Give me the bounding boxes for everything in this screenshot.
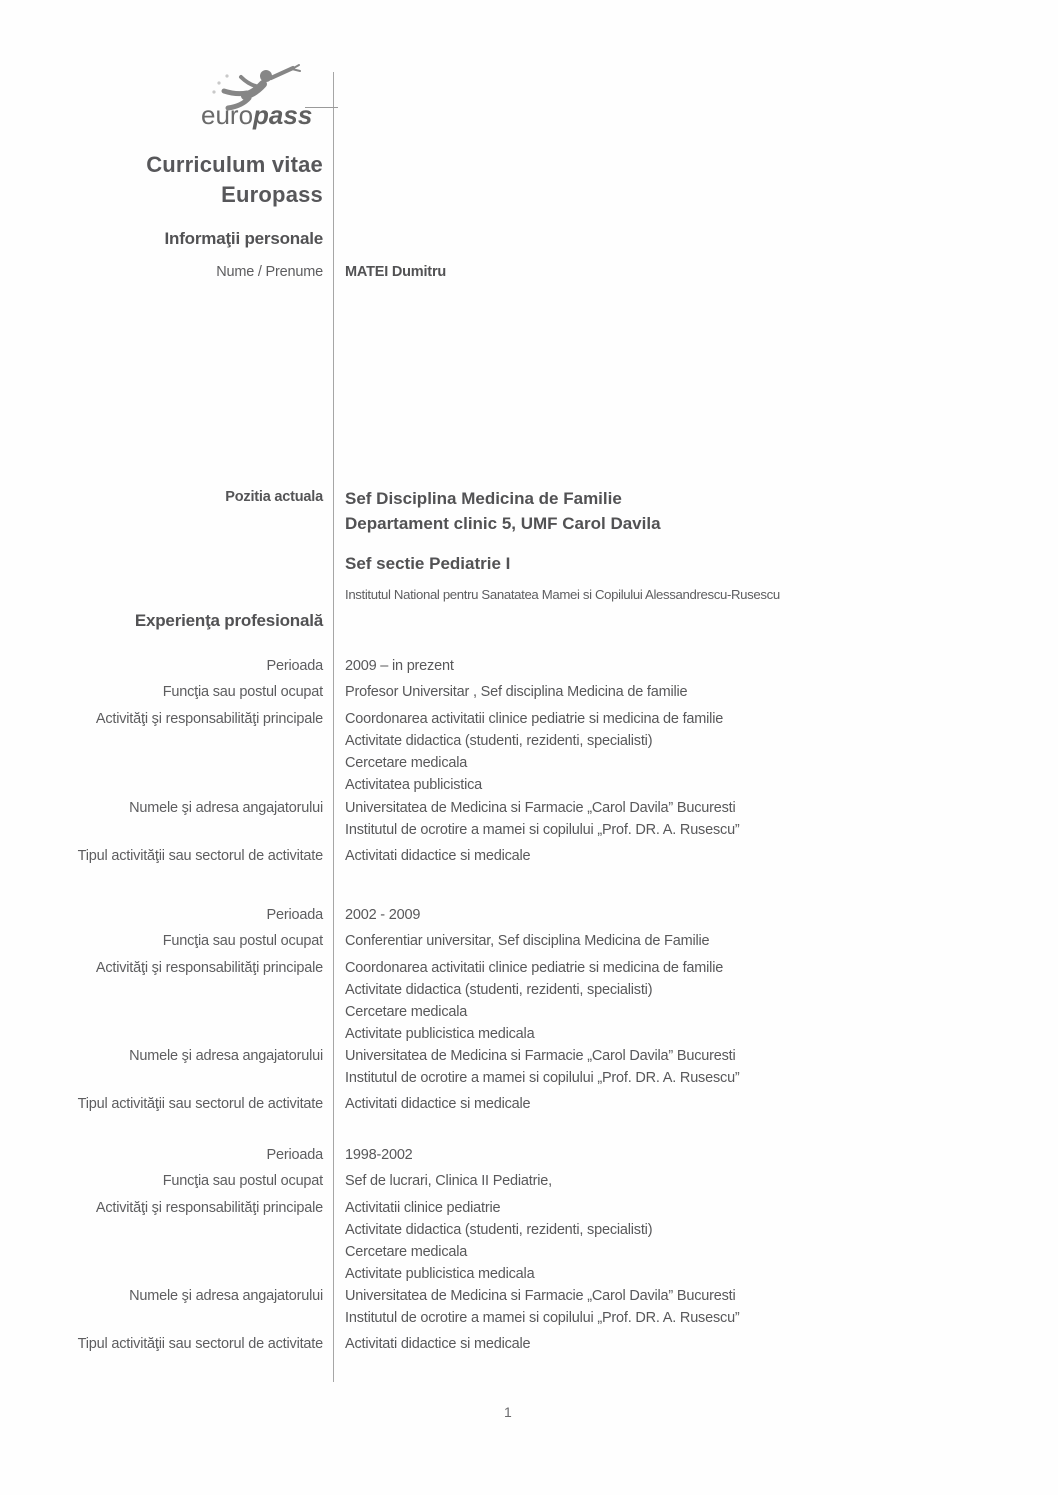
activity-line: Coordonarea activitatii clinice pediatrie si medicina de familie <box>345 711 724 727</box>
employer-value <box>323 797 1058 841</box>
entry1-position-row <box>0 681 1058 703</box>
entry3-activities-row <box>0 1197 1058 1285</box>
entry2-activities-row <box>0 957 1058 1045</box>
employer-line: Universitatea de Medicina si Farmacie „Carol Davila” Bucuresti <box>345 1048 736 1064</box>
activity-line: Cercetare medicala <box>345 1244 468 1260</box>
document-title-line2: Europass <box>221 182 323 207</box>
activity-line: Activitatii clinice pediatrie <box>345 1200 501 1216</box>
entry1-employer-row <box>0 797 1058 841</box>
row-section-head <box>0 551 1058 576</box>
activity-line: Activitate didactica (studenti, rezidenti, specialisti) <box>345 733 653 749</box>
wordmark-pass: pass <box>253 100 313 130</box>
sector-label: Tipul activităţii sau sectorul de activitate <box>77 1336 323 1352</box>
document-title-line1: Curriculum vitae <box>146 152 323 177</box>
position-value: Profesor Universitar , Sef disciplina Medicina de familie <box>345 684 688 700</box>
entry2-position-row <box>0 930 1058 952</box>
row-name-surname <box>0 261 1058 283</box>
activity-line: Cercetare medicala <box>345 1004 468 1020</box>
entry1-sector-row <box>0 845 1058 867</box>
current-position-label: Pozitia actuala <box>225 489 323 505</box>
entry2-sector-row <box>0 1093 1058 1115</box>
activity-line: Activitate didactica (studenti, rezidenti, specialisti) <box>345 1222 653 1238</box>
institution-value: Institutul National pentru Sanatatea Mamei si Copilului Alessandrescu-Rusescu <box>345 587 780 602</box>
activity-line: Activitate didactica (studenti, rezidenti, specialisti) <box>345 982 653 998</box>
position-value: Sef de lucrari, Clinica II Pediatrie, <box>345 1173 552 1189</box>
entry3-position-row <box>0 1170 1058 1192</box>
employer-value <box>323 1045 1058 1089</box>
sector-label: Tipul activităţii sau sectorul de activitate <box>77 1096 323 1112</box>
wordmark-euro: euro <box>201 100 254 130</box>
entry2-employer-row <box>0 1045 1058 1089</box>
sector-value: Activitati didactice si medicale <box>345 1096 531 1112</box>
document-title <box>0 150 323 210</box>
employer-value <box>323 1285 1058 1329</box>
activities-label: Activităţi şi responsabilităţi principale <box>95 960 323 976</box>
activities-value <box>323 957 1058 1045</box>
section-professional-experience: Experienţa profesională <box>134 611 323 630</box>
name-value: MATEI Dumitru <box>345 264 447 280</box>
period-label: Perioada <box>266 1147 323 1163</box>
row-current-position <box>0 486 1058 536</box>
entry2-period-row <box>0 904 1058 926</box>
activity-line: Coordonarea activitatii clinice pediatrie si medicina de familie <box>345 960 724 976</box>
section-head-value: Sef sectie Pediatrie I <box>345 554 511 573</box>
europass-logo <box>183 62 323 131</box>
employer-line: Institutul de ocrotire a mamei si copilului „Prof. DR. A. Rusescu” <box>345 822 740 838</box>
period-label: Perioada <box>266 907 323 923</box>
name-label: Nume / Prenume <box>216 264 323 280</box>
section-personal-info: Informaţii personale <box>164 229 323 248</box>
sector-label: Tipul activităţii sau sectorul de activitate <box>77 848 323 864</box>
row-institution <box>0 584 1058 606</box>
current-position-line1: Sef Disciplina Medicina de Familie <box>345 489 622 508</box>
employer-line: Universitatea de Medicina si Farmacie „Carol Davila” Bucuresti <box>345 1288 736 1304</box>
employer-line: Institutul de ocrotire a mamei si copilului „Prof. DR. A. Rusescu” <box>345 1310 740 1326</box>
entry1-period-row <box>0 655 1058 677</box>
activity-line: Cercetare medicala <box>345 755 468 771</box>
activities-value <box>323 708 1058 796</box>
employer-label: Numele şi adresa angajatorului <box>129 1288 323 1304</box>
period-value: 1998-2002 <box>345 1147 413 1163</box>
period-label: Perioada <box>266 658 323 674</box>
entry1-activities-row <box>0 708 1058 796</box>
sector-value: Activitati didactice si medicale <box>345 1336 531 1352</box>
position-label: Funcţia sau postul ocupat <box>162 933 323 949</box>
period-value: 2002 - 2009 <box>345 907 421 923</box>
employer-line: Universitatea de Medicina si Farmacie „Carol Davila” Bucuresti <box>345 800 736 816</box>
position-label: Funcţia sau postul ocupat <box>162 1173 323 1189</box>
employer-line: Institutul de ocrotire a mamei si copilului „Prof. DR. A. Rusescu” <box>345 1070 740 1086</box>
activities-label: Activităţi şi responsabilităţi principale <box>95 1200 323 1216</box>
europass-wordmark <box>201 100 323 131</box>
entry3-period-row <box>0 1144 1058 1166</box>
page-number: 1 <box>504 1404 512 1420</box>
activity-line: Activitate publicistica medicala <box>345 1266 535 1282</box>
employer-label: Numele şi adresa angajatorului <box>129 800 323 816</box>
activity-line: Activitate publicistica medicala <box>345 1026 535 1042</box>
position-label: Funcţia sau postul ocupat <box>162 684 323 700</box>
activities-value <box>323 1197 1058 1285</box>
activities-label: Activităţi şi responsabilităţi principale <box>95 711 323 727</box>
activity-line: Activitatea publicistica <box>345 777 483 793</box>
entry3-employer-row <box>0 1285 1058 1329</box>
employer-label: Numele şi adresa angajatorului <box>129 1048 323 1064</box>
sector-value: Activitati didactice si medicale <box>345 848 531 864</box>
position-value: Conferentiar universitar, Sef disciplina Medicina de Familie <box>345 933 710 949</box>
entry3-sector-row <box>0 1333 1058 1355</box>
period-value: 2009 – in prezent <box>345 658 454 674</box>
current-position-line2: Departament clinic 5, UMF Carol Davila <box>345 514 661 533</box>
current-position-value <box>323 486 1058 536</box>
